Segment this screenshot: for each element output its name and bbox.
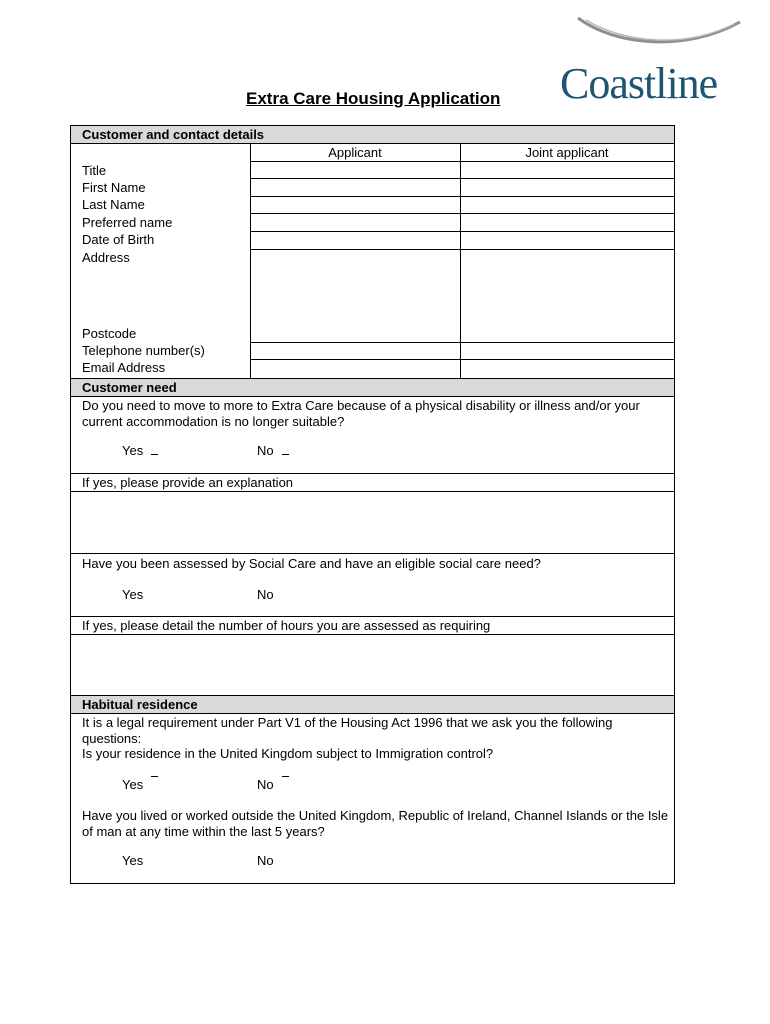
option-yes[interactable] xyxy=(122,443,158,458)
applicant-address-field[interactable] xyxy=(250,250,460,343)
joint-telephone-field[interactable] xyxy=(460,343,674,360)
option-no[interactable]: No xyxy=(257,853,274,868)
question-lived-outside-uk: Have you lived or worked outside the United Kingdom, Republic of Ireland, Channel Islands or the Isle of man at any time within the last 5 years? xyxy=(82,808,669,839)
option-label: Yes xyxy=(122,443,144,458)
joint-dob-field[interactable] xyxy=(460,232,674,250)
section-header-customer-need xyxy=(71,378,674,396)
hours-input[interactable] xyxy=(71,634,674,695)
applicant-preferred-name-field[interactable] xyxy=(250,214,460,232)
option-label: Yes xyxy=(122,777,144,792)
joint-title-field[interactable] xyxy=(460,162,674,179)
option-label: No xyxy=(257,443,274,458)
option-no[interactable]: No xyxy=(257,587,274,602)
option-no[interactable] xyxy=(257,776,289,792)
question-text: Have you been assessed by Social Care and have an eligible social care need? xyxy=(82,556,541,571)
label-preferred-name: Preferred name xyxy=(82,215,173,230)
option-no[interactable] xyxy=(257,443,289,458)
label-title: Title xyxy=(82,163,107,178)
header-cell xyxy=(460,144,674,162)
option-yes[interactable] xyxy=(122,776,158,792)
checkbox-mark-icon xyxy=(282,776,289,783)
applicant-email-field[interactable] xyxy=(250,360,460,379)
explanation-label: If yes, please provide an explanation xyxy=(82,475,294,490)
explanation-input[interactable] xyxy=(71,491,674,553)
hours-label: If yes, please detail the number of hours you are assessed as requiring xyxy=(82,618,491,633)
label-address: Address xyxy=(82,250,130,265)
label-telephone: Telephone number(s) xyxy=(82,343,205,358)
option-label: No xyxy=(257,777,274,792)
explanation-label-row xyxy=(71,473,674,491)
joint-email-field[interactable] xyxy=(460,360,674,379)
page-title: Extra Care Housing Application xyxy=(246,89,501,108)
checkbox-mark-icon xyxy=(151,776,158,783)
section-header-habitual-residence xyxy=(71,695,674,713)
coastline-logo xyxy=(556,16,742,108)
label-postcode: Postcode xyxy=(82,326,137,341)
section-title: Habitual residence xyxy=(82,697,198,712)
checkbox-mark-icon xyxy=(282,448,289,455)
question-social-care xyxy=(71,553,674,616)
applicant-telephone-field[interactable] xyxy=(250,343,460,360)
question-text: Do you need to move to more to Extra Care because of a physical disability or illness and/or your current accommodation is no longer suitable? xyxy=(82,398,640,429)
checkbox-mark-icon xyxy=(151,448,158,455)
column-header-applicant: Applicant xyxy=(328,145,382,160)
logo-wordmark: Coastline xyxy=(560,59,718,108)
habitual-residence-questions xyxy=(71,713,674,883)
label-date-of-birth: Date of Birth xyxy=(82,232,155,247)
label-last-name: Last Name xyxy=(82,197,145,212)
question-immigration-control: Is your residence in the United Kingdom subject to Immigration control? xyxy=(82,746,494,761)
application-form xyxy=(70,125,675,884)
label-email: Email Address xyxy=(82,360,166,375)
option-yes[interactable]: Yes xyxy=(122,587,144,602)
option-yes[interactable]: Yes xyxy=(122,853,144,868)
joint-preferred-name-field[interactable] xyxy=(460,214,674,232)
applicant-dob-field[interactable] xyxy=(250,232,460,250)
applicant-title-field[interactable] xyxy=(250,162,460,179)
section-header-customer-details xyxy=(71,126,674,143)
header-cell xyxy=(250,144,460,162)
joint-address-field[interactable] xyxy=(460,250,674,343)
legal-intro-text: It is a legal requirement under Part V1 of the Housing Act 1996 that we ask you the following questions: xyxy=(82,715,613,746)
applicant-last-name-field[interactable] xyxy=(250,197,460,214)
logo-swoosh-icon xyxy=(576,16,742,50)
joint-first-name-field[interactable] xyxy=(460,179,674,197)
question-move-to-extra-care xyxy=(71,396,674,473)
joint-last-name-field[interactable] xyxy=(460,197,674,214)
contact-details-table xyxy=(71,143,674,378)
section-title: Customer need xyxy=(82,380,177,395)
hours-label-row xyxy=(71,616,674,634)
applicant-first-name-field[interactable] xyxy=(250,179,460,197)
section-title: Customer and contact details xyxy=(82,127,265,142)
label-first-name: First Name xyxy=(82,180,146,195)
column-header-joint-applicant: Joint applicant xyxy=(525,145,609,160)
